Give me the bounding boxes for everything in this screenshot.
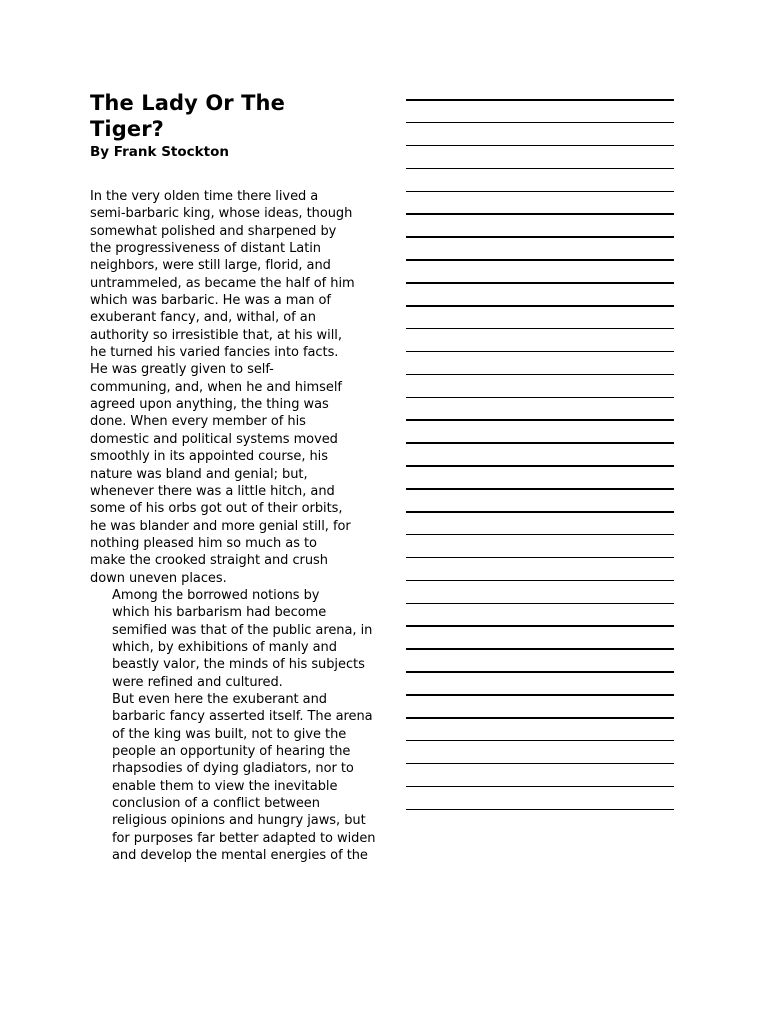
story-line: some of his orbs got out of their orbits,: [90, 501, 343, 517]
story-line: exuberant fancy, and, withal, of an: [90, 310, 316, 326]
story-line: which, by exhibitions of manly and: [112, 639, 337, 655]
story-line: he was blander and more genial still, for: [90, 518, 351, 534]
story-line: rhapsodies of dying gladiators, nor to: [112, 761, 354, 777]
story-line: Among the borrowed notions by: [112, 587, 320, 603]
story-line: people an opportunity of hearing the: [112, 744, 351, 759]
story-line: barbaric fancy asserted itself. The arena: [112, 709, 373, 725]
answer-blank-line: [406, 259, 674, 261]
answer-blank-line: [406, 122, 674, 124]
answer-lines-column: [406, 99, 676, 832]
story-line: of the king was built, not to give the: [112, 726, 347, 742]
answer-blank-line: [406, 397, 674, 399]
story-line: nature was bland and genial; but,: [90, 466, 308, 482]
answer-blank-line: [406, 511, 674, 513]
answer-blank-line: [406, 419, 674, 421]
story-line: enable them to view the inevitable: [112, 778, 338, 794]
story-line: were refined and cultured.: [112, 674, 283, 690]
story-line: He was greatly given to self-: [90, 362, 274, 378]
answer-blank-line: [406, 763, 674, 765]
story-column: [90, 90, 376, 864]
answer-blank-line: [406, 648, 674, 650]
answer-blank-line: [406, 145, 674, 147]
story-line: make the crooked straight and crush: [90, 553, 328, 569]
answer-blank-line: [406, 213, 674, 215]
story-line: semified was that of the public arena, in: [112, 622, 373, 638]
answer-blank-line: [406, 809, 674, 811]
answer-blank-line: [406, 305, 674, 307]
answer-blank-line: [406, 168, 674, 170]
story-line: untrammeled, as became the half of him: [90, 275, 355, 291]
story-line: communing, and, when he and himself: [90, 379, 342, 395]
story-line: nothing pleased him so much as to: [90, 535, 317, 551]
answer-blank-line: [406, 534, 674, 536]
answer-blank-line: [406, 671, 674, 673]
answer-blank-line: [406, 442, 674, 444]
story-paragraph: [90, 188, 365, 587]
answer-blank-line: [406, 374, 674, 376]
title-line: Tiger?: [90, 117, 164, 141]
story-line: which his barbarism had become: [112, 605, 327, 621]
story-line: and develop the mental energies of the: [112, 848, 368, 864]
story-line: conclusion of a conflict between: [112, 796, 320, 812]
answer-blank-line: [406, 694, 674, 696]
answer-blank-line: [406, 99, 674, 101]
story-line: semi-barbaric king, whose ideas, though: [90, 206, 353, 222]
story-line: domestic and political systems moved: [90, 431, 338, 447]
answer-blank-line: [406, 625, 674, 627]
story-line: agreed upon anything, the thing was: [90, 397, 329, 413]
story-line: But even here the exuberant and: [112, 691, 327, 707]
answer-blank-line: [406, 786, 674, 788]
answer-blank-line: [406, 740, 674, 742]
story-line: religious opinions and hungry jaws, but: [112, 813, 366, 829]
title-line: The Lady Or The: [90, 91, 285, 115]
answer-blank-line: [406, 557, 674, 559]
answer-blank-line: [406, 717, 674, 719]
answer-blank-line: [406, 603, 674, 605]
answer-blank-line: [406, 580, 674, 582]
answer-blank-line: [406, 488, 674, 490]
story-text: [90, 188, 376, 864]
answer-blank-line: [406, 191, 674, 193]
page-title: [90, 90, 365, 142]
story-line: which was barbaric. He was a man of: [90, 293, 331, 309]
answer-blank-line: [406, 465, 674, 467]
answer-blank-line: [406, 351, 674, 353]
author-byline: By Frank Stockton: [90, 144, 229, 160]
story-line: he turned his varied fancies into facts.: [90, 345, 339, 361]
story-line: the progressiveness of distant Latin: [90, 241, 321, 257]
story-paragraph: [90, 587, 373, 691]
answer-blank-line: [406, 282, 674, 284]
story-line: done. When every member of his: [90, 414, 306, 430]
answer-blank-line: [406, 236, 674, 238]
story-line: beastly valor, the minds of his subjects: [112, 657, 365, 673]
story-line: neighbors, were still large, florid, and: [90, 258, 331, 274]
story-line: somewhat polished and sharpened by: [90, 223, 337, 239]
answer-blank-line: [406, 328, 674, 330]
story-line: for purposes far better adapted to widen: [112, 830, 376, 846]
story-paragraph: [90, 691, 376, 864]
story-line: In the very olden time there lived a: [90, 189, 319, 204]
story-line: down uneven places.: [90, 570, 227, 586]
story-line: smoothly in its appointed course, his: [90, 449, 328, 465]
story-line: whenever there was a little hitch, and: [90, 483, 335, 499]
story-line: authority so irresistible that, at his will,: [90, 327, 342, 343]
